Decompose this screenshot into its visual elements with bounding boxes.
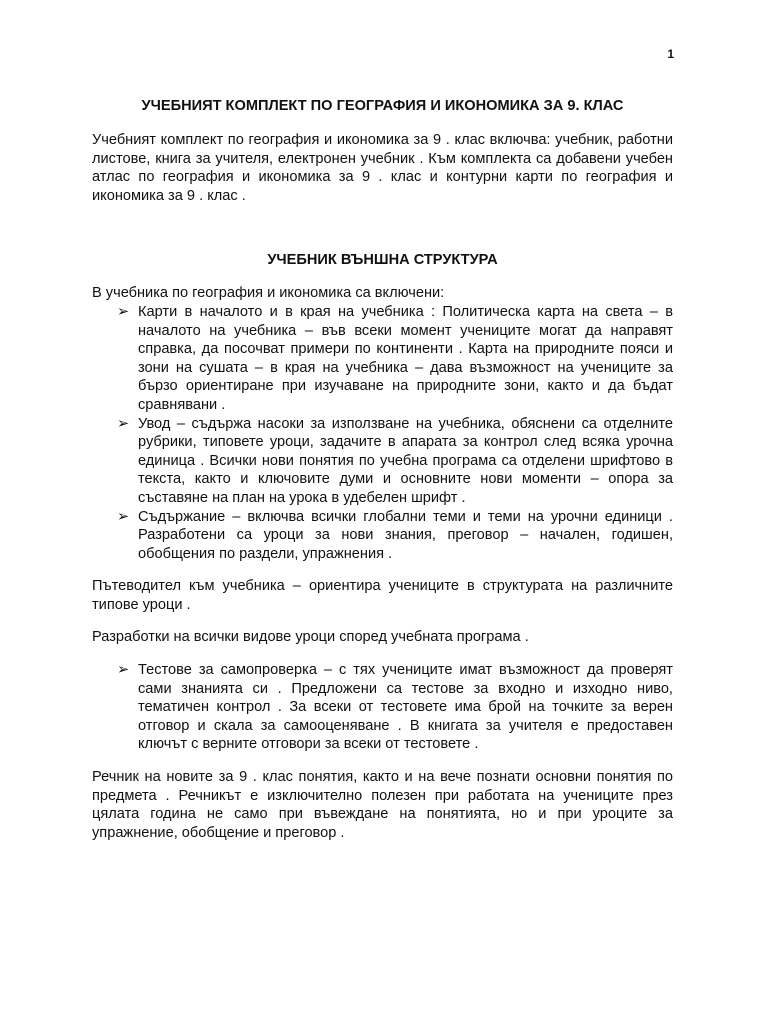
glossary-paragraph: Речник на новите за 9 . клас понятия, както и на вече познати основни понятия по предмета . Речникът е изключително полезен при работата на учениците през цялата година не само при въвеждане на понятията, но и при уроците за упражнение, обобщение и преговор .	[92, 769, 673, 841]
arrow-bullet-icon: ➢	[117, 303, 130, 320]
list-item	[117, 661, 673, 754]
bullet-text: Увод – съдържа насоки за използване на учебника, обяснени са отделните рубрики, типовете уроци, задачите в апарата за контрол след всяка урочна единица . Всички нови понятия по учебна програма са отделени шрифтово в текста, както и ключовите думи и основните нови моменти – опора за съставяне на план на урока в удебелен шрифт .	[138, 415, 673, 506]
bullet-text: Съдържание – включва всички глобални теми и теми на урочни единици . Разработени са уроци за нови знания, преговор – начален, годишен, обобщения по раздели, упражнения .	[138, 508, 673, 562]
arrow-bullet-icon: ➢	[117, 508, 130, 525]
tests-bullet-list	[92, 661, 673, 754]
bullet-text: Карти в началото и в края на учебника : Политическа карта на света – в началото на учебника – във всеки момент учениците могат да направят справка, да посочват примери по континенти . Карта на природните пояси и зони на сушата – в края на учебника – дава възможност на учениците за бързо ориентиране при изучаване на природните зони, както и да бъдат сравнявани .	[138, 303, 673, 413]
guide-paragraph: Пътеводител към учебника – ориентира учениците в структурата на различните типове уроци .	[92, 578, 673, 613]
document-title: УЧЕБНИЯТ КОМПЛЕКТ ПО ГЕОГРАФИЯ И ИКОНОМИКА ЗА 9. КЛАС	[141, 98, 624, 114]
intro-paragraph: Учебният комплект по география и икономика за 9 . клас включва: учебник, работни листове, книга за учителя, електронен учебник . Към комплекта са добавени учебен атлас по география и икономика за 9 . клас и контурни карти по география и икономика за 9 . клас .	[92, 132, 673, 204]
structure-bullet-list	[92, 303, 673, 563]
list-item	[117, 508, 673, 564]
arrow-bullet-icon: ➢	[117, 415, 130, 432]
document-body	[92, 97, 673, 842]
arrow-bullet-icon: ➢	[117, 662, 130, 679]
list-item	[117, 303, 673, 415]
section-title: УЧЕБНИК ВЪНШНА СТРУКТУРА	[267, 252, 498, 269]
bullet-text: Тестове за самопроверка – с тях учениците имат възможност да проверят сами знанията си . Предложени са тестове за входно и изходно ниво, тематичен контрол . За всеки от тестовете има брой на точките за верен отговор и скала за самооценяване . В книгата за учителя е предоставен ключът с верните отговори за всеки от тестовете .	[138, 662, 673, 753]
lessons-paragraph: Разработки на всички видове уроци според учебната програма .	[92, 629, 529, 646]
lead-paragraph: В учебника по география и икономика са включени:	[92, 285, 445, 302]
list-item	[117, 415, 673, 508]
page-number: 1	[667, 47, 674, 61]
